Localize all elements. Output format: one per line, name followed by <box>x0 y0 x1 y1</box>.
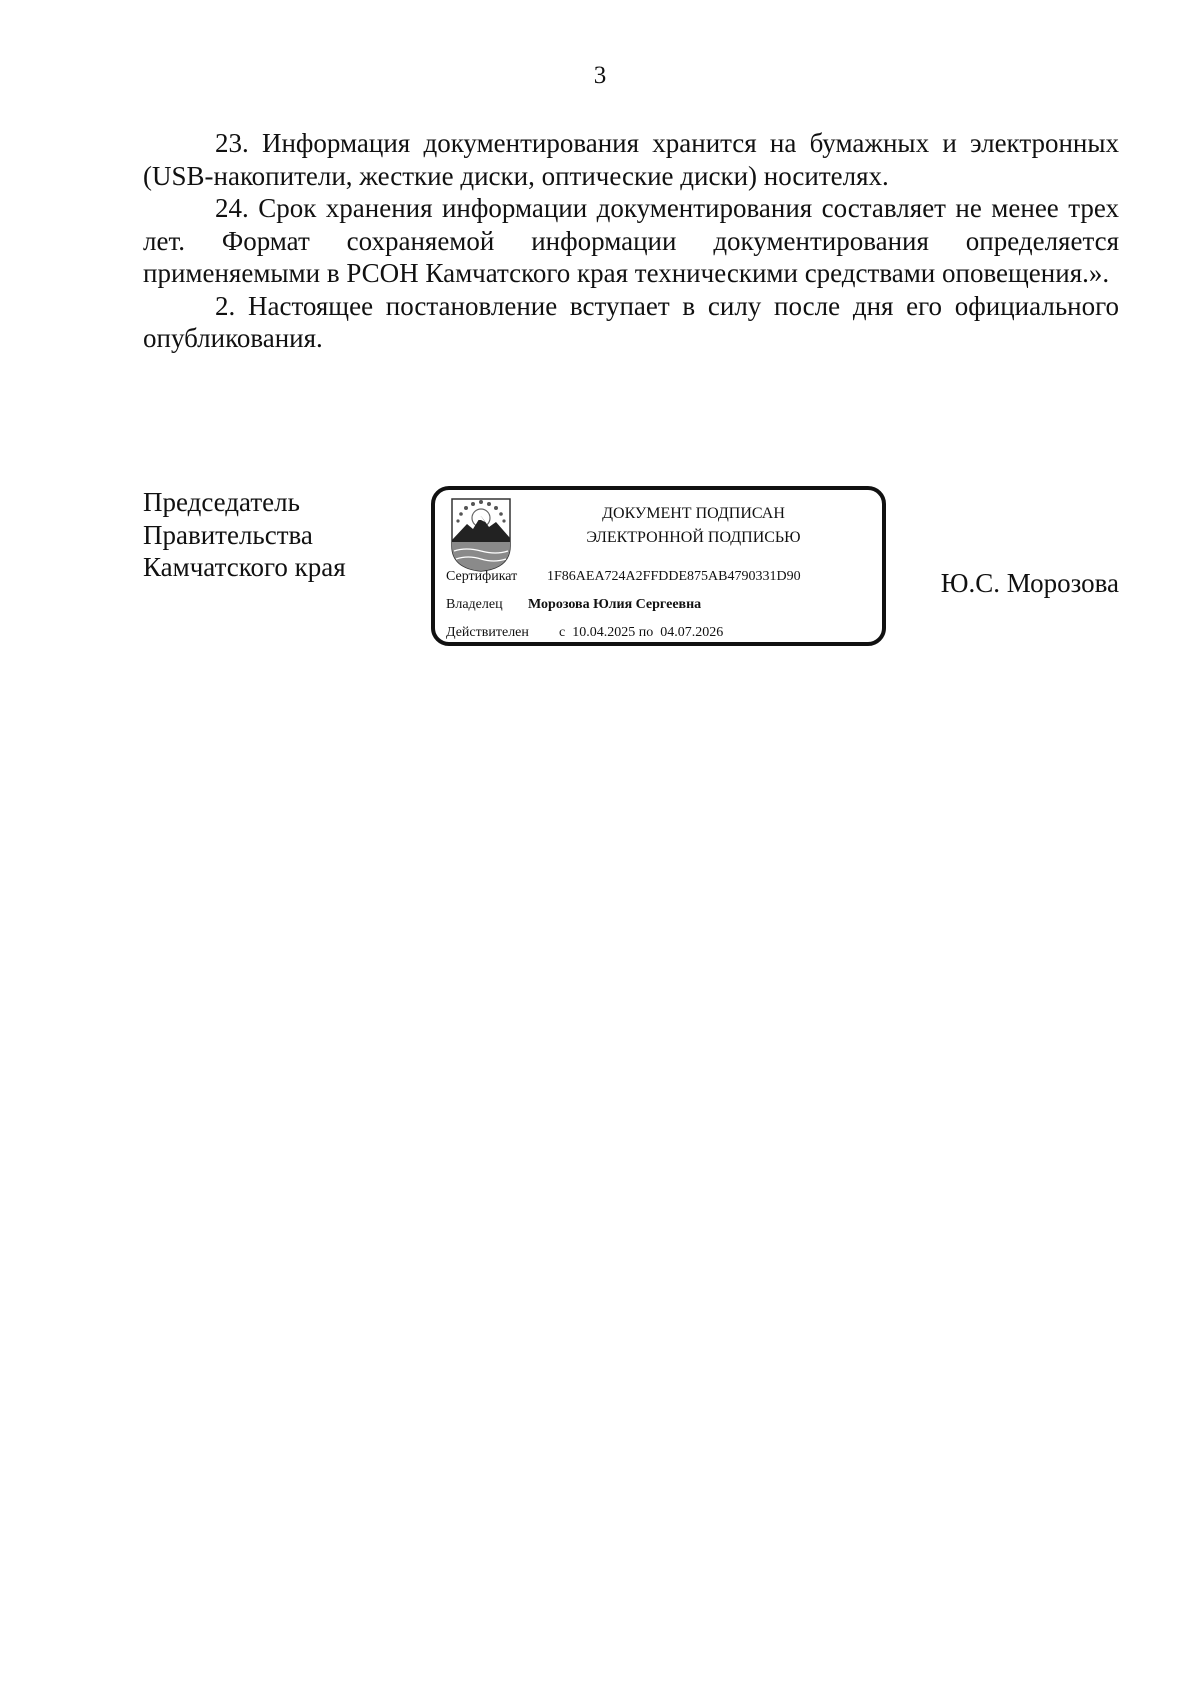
page-number: 3 <box>593 62 607 89</box>
certificate-value: 1F86AEA724A2FFDDE875AB4790331D90 <box>547 569 801 584</box>
signer-position-line: Камчатского края <box>143 552 346 582</box>
signer-position-line: Председатель <box>143 487 300 517</box>
validity-label: Действителен <box>446 625 529 640</box>
certificate-label: Сертификат <box>446 569 518 584</box>
owner-label: Владелец <box>446 597 503 612</box>
document-body <box>143 127 1119 355</box>
kamchatka-coat-of-arms-icon <box>451 496 511 572</box>
electronic-signature-stamp <box>431 486 886 646</box>
signer-position-line: Правительства <box>143 519 313 550</box>
signer-name: Ю.С. Морозова <box>940 568 1119 598</box>
paragraph-23: 23. Информация документирования хранится на бумажных и электронных (USB-накопители, жесткие диски, оптические диски) носителях. <box>143 128 1119 191</box>
paragraph-2: 2. Настоящее постановление вступает в силу после дня его официального опубликования. <box>143 290 1119 353</box>
owner-value: Морозова Юлия Сергеевна <box>528 597 702 612</box>
stamp-validity-row <box>446 624 723 642</box>
stamp-heading <box>515 502 872 550</box>
signer-position <box>143 486 346 584</box>
stamp-heading-line: ЭЛЕКТРОННОЙ ПОДПИСЬЮ <box>586 529 801 546</box>
paragraph-24: 24. Срок хранения информации документирования составляет не менее трех лет. Формат сохраняемой информации документирования определяется применяемыми в РСОН Камчатского края техническими средствами оповещения.». <box>143 193 1119 288</box>
validity-value: с 10.04.2025 по 04.07.2026 <box>559 625 724 640</box>
stamp-certificate-row <box>446 568 801 586</box>
stamp-heading-line: ДОКУМЕНТ ПОДПИСАН <box>602 505 785 522</box>
stamp-owner-row <box>446 596 701 614</box>
